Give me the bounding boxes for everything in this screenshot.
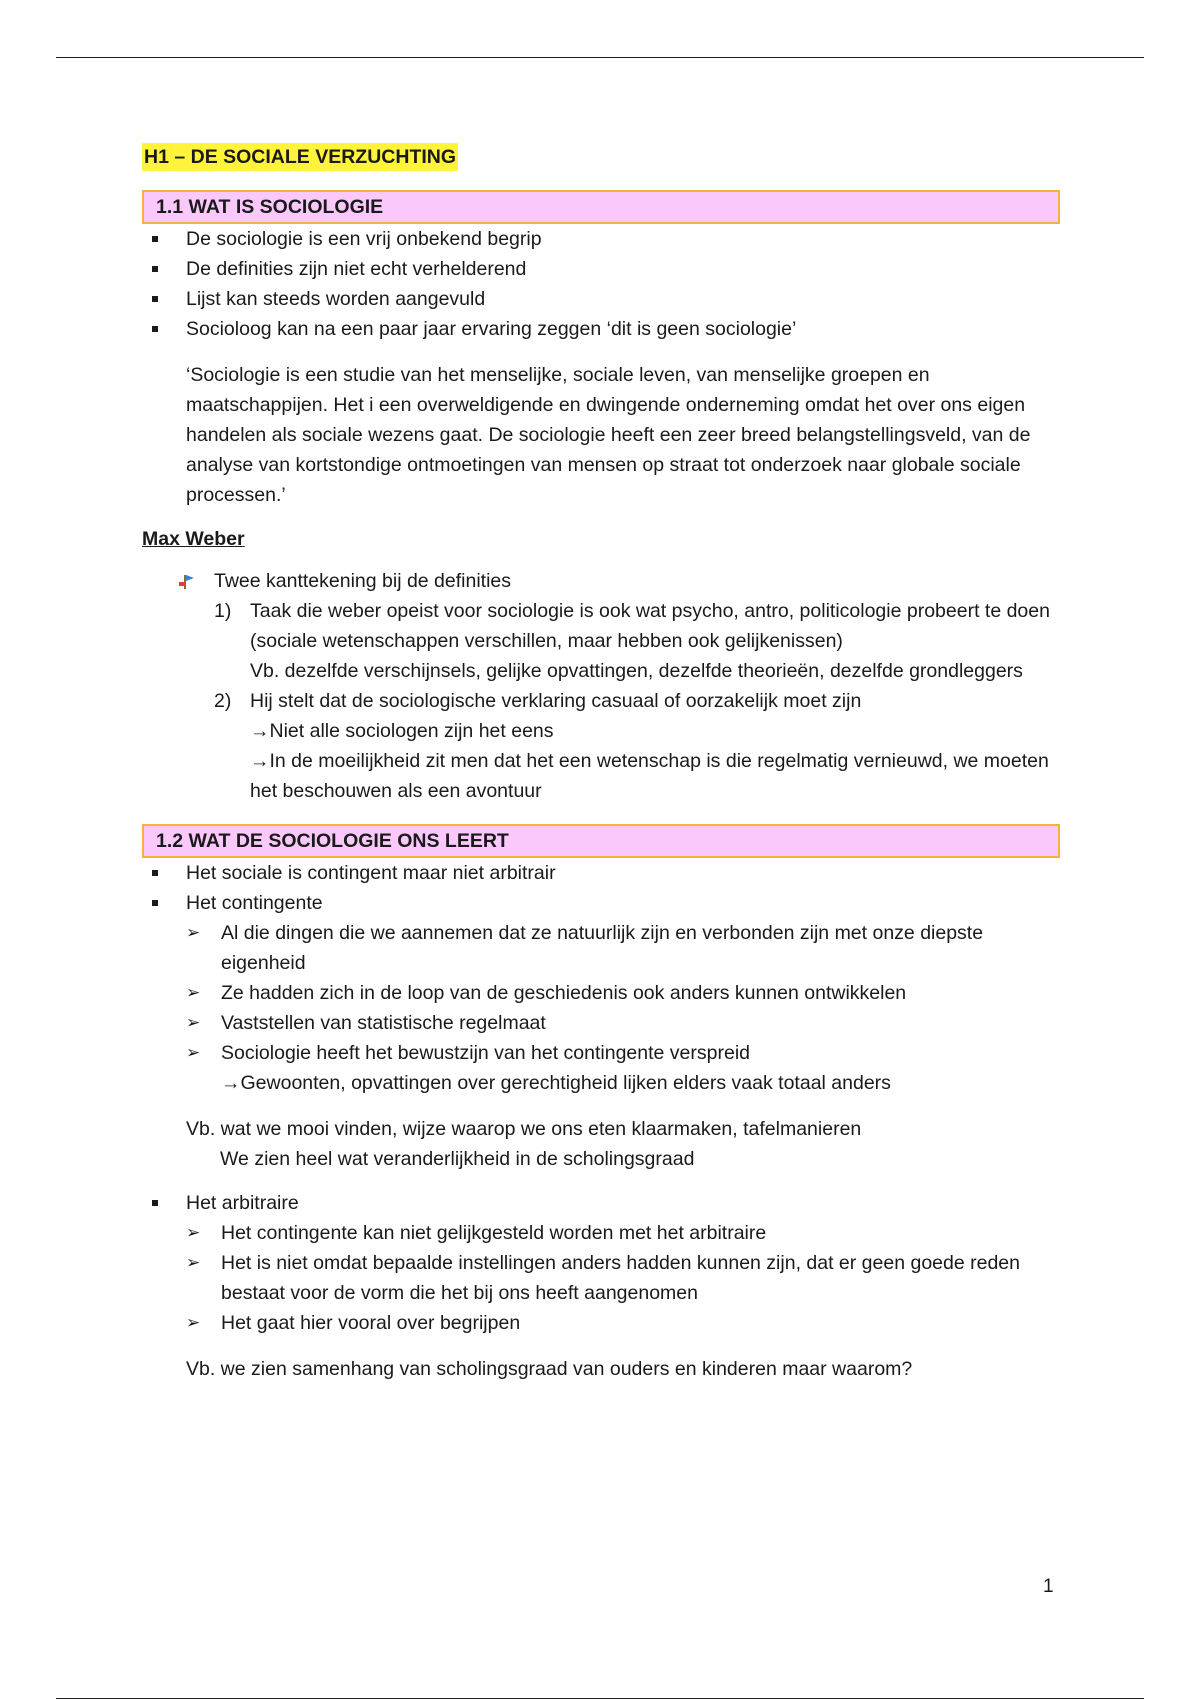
list-item-text: Ze hadden zich in de loop van de geschiedenis ook anders kunnen ontwikkelen: [221, 982, 907, 1004]
contingent-list: [142, 918, 1060, 1098]
point-line: Vb. dezelfde verschijnsels, gelijke opvattingen, dezelfde theorieën, dezelfde grondleggers: [250, 660, 1023, 682]
list-item-text: Het is niet omdat bepaalde instellingen anders hadden kunnen zijn, dat er geen goede reden bestaat voor de vorm die het bij ons heeft aangenomen: [221, 1252, 1020, 1304]
list-item: De definities zijn niet echt verhelderend: [142, 254, 1060, 284]
section-heading-1-1: 1.1 WAT IS SOCIOLOGIE: [142, 190, 1060, 224]
arrow-bullet-icon: ➢: [186, 1313, 201, 1332]
arrow-bullet-icon: ➢: [186, 1013, 201, 1032]
arrow-bullet-icon: ➢: [186, 983, 201, 1002]
example-line: Vb. wat we mooi vinden, wijze waarop we ons eten klaarmaken, tafelmanieren: [186, 1118, 862, 1140]
point-line: Hij stelt dat de sociologische verklaring casuaal of oorzakelijk moet zijn: [250, 690, 862, 712]
list-item: Het contingente: [142, 888, 1060, 918]
list-item: [186, 1008, 1060, 1038]
section-1-2-bullets-2: [142, 1188, 1060, 1218]
list-item: Het sociale is contingent maar niet arbitrair: [142, 858, 1060, 888]
list-item: [214, 596, 1060, 686]
point-number: 2): [214, 690, 232, 712]
flag-pin-icon: [178, 574, 196, 590]
arrow-bullet-icon: ➢: [186, 923, 201, 942]
weber-points: [142, 596, 1060, 806]
list-item: [186, 1038, 1060, 1098]
weber-intro: [142, 566, 1060, 596]
definition-quote: ‘Sociologie is een studie van het menselijke, sociale leven, van menselijke groepen en maatschappijen. Het i een overweldigende en dwingende onderneming omdat het over ons eigen handelen als sociale wezens gaat. De sociologie heeft een zeer breed belangstellingsveld, van de analyse van kortstondige ontmoetingen van mensen op straat tot onderzoek naar globale sociale processen.’: [186, 364, 1031, 506]
chapter-title: H1 – DE SOCIALE VERZUCHTING: [142, 143, 458, 171]
list-item: [214, 686, 1060, 806]
list-item: [186, 1248, 1060, 1308]
list-item-text: Het contingente kan niet gelijkgesteld worden met het arbitraire: [221, 1222, 767, 1244]
list-item: [186, 918, 1060, 978]
list-item-text: Het gaat hier vooral over begrijpen: [221, 1312, 521, 1334]
chapter-title-row: [142, 142, 1060, 172]
list-item: Lijst kan steeds worden aangevuld: [142, 284, 1060, 314]
point-number: 1): [214, 600, 232, 622]
list-item: De sociologie is een vrij onbekend begrip: [142, 224, 1060, 254]
list-item: [186, 1308, 1060, 1338]
list-item: [186, 978, 1060, 1008]
list-item: Socioloog kan na een paar jaar ervaring zeggen ‘dit is geen sociologie’: [142, 314, 1060, 344]
contingent-note: →Gewoonten, opvattingen over gerechtigheid lijken elders vaak totaal anders: [221, 1072, 891, 1094]
section-1-2-bullets: [142, 858, 1060, 918]
example-1: [142, 1114, 1060, 1174]
weber-intro-text: Twee kanttekening bij de definities: [214, 570, 512, 592]
list-item-text: Al die dingen die we aannemen dat ze natuurlijk zijn en verbonden zijn met onze diepste eigenheid: [221, 922, 984, 974]
list-item: [186, 1218, 1060, 1248]
arrow-bullet-icon: ➢: [186, 1043, 201, 1062]
list-item-text: Vaststellen van statistische regelmaat: [221, 1012, 546, 1034]
list-item-text: Sociologie heeft het bewustzijn van het contingente verspreid: [221, 1042, 751, 1064]
page-content: [142, 142, 1060, 1384]
point-line: Taak die weber opeist voor sociologie is ook wat psycho, antro, politicologie probeert te doen (sociale wetenschappen verschillen, maar hebben ook gelijkenissen): [250, 600, 1050, 652]
example-line: We zien heel wat veranderlijkheid in de scholingsgraad: [220, 1148, 695, 1170]
section-heading-1-2: 1.2 WAT DE SOCIOLOGIE ONS LEERT: [142, 824, 1060, 858]
list-item: Het arbitraire: [142, 1188, 1060, 1218]
footer-rule: [56, 1698, 1144, 1699]
arrow-bullet-icon: ➢: [186, 1223, 201, 1242]
page-number: 1: [1043, 1576, 1054, 1597]
arbitrary-list: [142, 1218, 1060, 1338]
weber-heading: Max Weber: [142, 528, 245, 550]
example-2: Vb. we zien samenhang van scholingsgraad van ouders en kinderen maar waarom?: [186, 1358, 913, 1380]
arrow-bullet-icon: ➢: [186, 1253, 201, 1272]
point-line: →In de moeilijkheid zit men dat het een wetenschap is die regelmatig vernieuwd, we moeten het beschouwen als een avontuur: [250, 750, 1049, 802]
header-rule: [56, 57, 1144, 58]
point-line: →Niet alle sociologen zijn het eens: [250, 720, 554, 742]
section-1-1-bullets: [142, 224, 1060, 344]
